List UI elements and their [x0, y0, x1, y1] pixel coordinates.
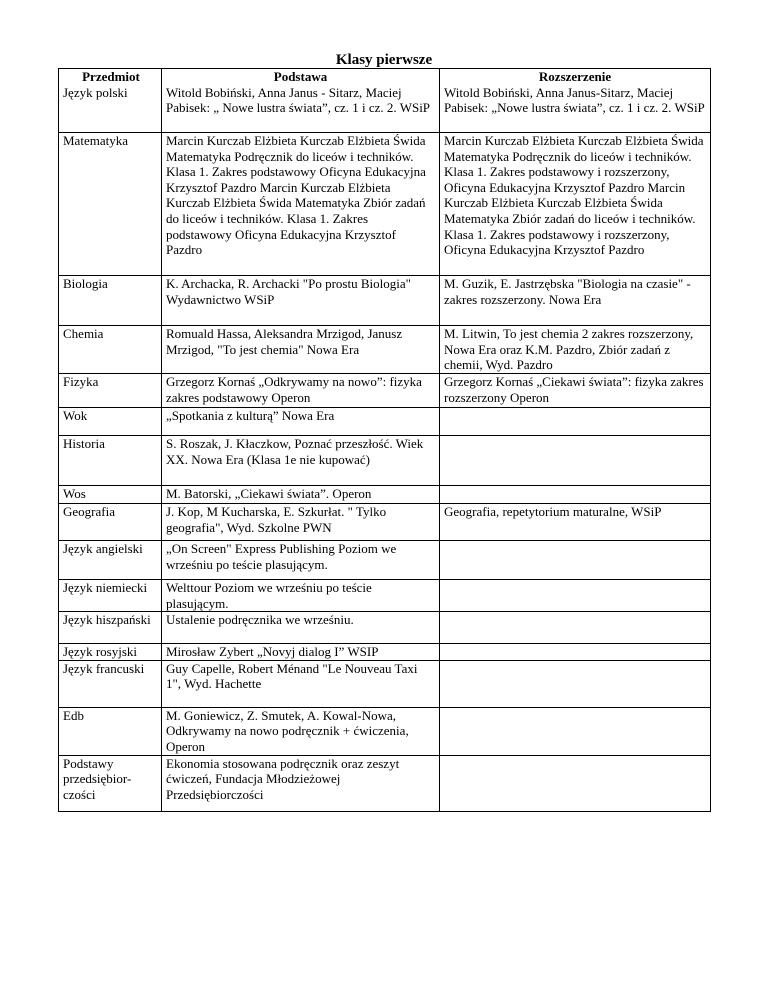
basic-cell: Ustalenie podręcznika we wrześniu. [162, 612, 440, 644]
subject-cell: Edb [59, 707, 162, 755]
subject-cell: Matematyka [59, 133, 162, 276]
extended-cell [440, 755, 711, 811]
page-title: Klasy pierwsze [335, 52, 433, 68]
textbook-table [58, 68, 711, 812]
subject-cell: Język francuski [59, 660, 162, 707]
extended-cell: Grzegorz Kornaś „Ciekawi świata”: fizyka zakres rozszerzony Operon [440, 374, 711, 408]
basic-cell: K. Archacka, R. Archacki "Po prostu Biologia" Wydawnictwo WSiP [162, 276, 440, 326]
subject-cell: Język rosyjski [59, 644, 162, 661]
subject-cell: Historia [59, 436, 162, 486]
subject-cell: Wos [59, 486, 162, 504]
table-row [59, 374, 711, 408]
table-row [59, 644, 711, 661]
basic-cell: Romuald Hassa, Aleksandra Mrzigod, Janusz Mrzigod, "To jest chemia" Nowa Era [162, 326, 440, 374]
column-header-extended: Rozszerzenie [538, 69, 612, 84]
basic-cell: M. Goniewicz, Z. Smutek, A. Kowal-Nowa, Odkrywamy na nowo podręcznik + ćwiczenia, Operon [162, 707, 440, 755]
extended-cell: Marcin Kurczab Elżbieta Kurczab Elżbieta Świda Matematyka Podręcznik do liceów i techników. Klasa 1. Zakres podstawowy i rozszerzony, Oficyna Edukacyjna Krzysztof Pazdro Marcin Kurczab Elżbieta Kurczab Elżbieta Świda Matematyka Zbiór zadań do liceów i techników. Klasa 1. Zakres podstawowy i rozszerzony, Oficyna Edukacyjna Krzysztof Pazdro [440, 133, 711, 276]
extended-cell [440, 486, 711, 504]
extended-cell [440, 612, 711, 644]
basic-cell: „On Screen" Express Publishing Poziom we wrześniu po teście plasującym. [162, 541, 440, 580]
subject-cell: Podstawy przedsiębior-czości [59, 755, 162, 811]
extended-cell: M. Guzik, E. Jastrzębska "Biologia na czasie" - zakres rozszerzony. Nowa Era [440, 276, 711, 326]
basic-cell: Grzegorz Kornaś „Odkrywamy na nowo”: fizyka zakres podstawowy Operon [162, 374, 440, 408]
basic-cell: Witold Bobiński, Anna Janus - Sitarz, Maciej Pabisek: „ Nowe lustra świata”, cz. 1 i cz. 2. WSiP [166, 84, 431, 116]
table-row [59, 486, 711, 504]
subject-cell: Fizyka [59, 374, 162, 408]
basic-cell: Marcin Kurczab Elżbieta Kurczab Elżbieta Świda Matematyka Podręcznik do liceów i techników. Klasa 1. Zakres podstawowy Oficyna Edukacyjna Krzysztof Pazdro Marcin Kurczab Elżbieta Kurczab Elżbieta Świda Matematyka Zbiór zadań do liceów i techników. Klasa 1. Zakres podstawowy Oficyna Edukacyjna Krzysztof Pazdro [162, 133, 440, 276]
extended-cell [440, 660, 711, 707]
subject-cell: Wok [59, 408, 162, 436]
subject-cell: Język angielski [59, 541, 162, 580]
table-row [59, 133, 711, 276]
subject-cell: Geografia [59, 504, 162, 541]
table-cell [162, 69, 440, 133]
subject-cell: Język polski [63, 84, 128, 100]
subject-cell: Język hiszpański [59, 612, 162, 644]
extended-cell [440, 436, 711, 486]
basic-cell: J. Kop, M Kucharska, E. Szkurłat. " Tylko geografia", Wyd. Szkolne PWN [162, 504, 440, 541]
table-row [59, 504, 711, 541]
table-row [59, 541, 711, 580]
extended-cell [440, 541, 711, 580]
table-row [59, 326, 711, 374]
basic-cell: Mirosław Zybert „Novyj dialog I” WSIP [162, 644, 440, 661]
table-row [59, 755, 711, 811]
basic-cell: S. Roszak, J. Kłaczkow, Poznać przeszłość. Wiek XX. Nowa Era (Klasa 1e nie kupować) [162, 436, 440, 486]
table-row [59, 408, 711, 436]
table-row [59, 660, 711, 707]
extended-cell [440, 408, 711, 436]
table-row [59, 707, 711, 755]
extended-cell: Geografia, repetytorium maturalne, WSiP [440, 504, 711, 541]
basic-cell: Welttour Poziom we wrześniu po teście plasującym. [162, 580, 440, 612]
extended-cell [440, 707, 711, 755]
subject-cell: Język niemiecki [59, 580, 162, 612]
subject-cell: Chemia [59, 326, 162, 374]
basic-cell: „Spotkania z kulturą” Nowa Era [162, 408, 440, 436]
column-header-subject: Przedmiot [82, 69, 140, 84]
table-row [59, 580, 711, 612]
basic-cell: Ekonomia stosowana podręcznik oraz zeszyt ćwiczeń, Fundacja Młodzieżowej Przedsiębiorczości [162, 755, 440, 811]
extended-cell: Witold Bobiński, Anna Janus-Sitarz, Maciej Pabisek: „Nowe lustra świata”, cz. 1 i cz. 2. WSiP [444, 84, 705, 116]
column-header-basic: Podstawa [273, 69, 328, 84]
table-row [59, 436, 711, 486]
basic-cell: Guy Capelle, Robert Ménand "Le Nouveau Taxi 1", Wyd. Hachette [162, 660, 440, 707]
extended-cell [440, 580, 711, 612]
table-row [59, 69, 711, 133]
table-row [59, 276, 711, 326]
table-cell [440, 69, 711, 133]
extended-cell [440, 644, 711, 661]
table-row [59, 612, 711, 644]
table-cell [59, 69, 162, 133]
basic-cell: M. Batorski, „Ciekawi świata”. Operon [162, 486, 440, 504]
extended-cell: M. Litwin, To jest chemia 2 zakres rozszerzony, Nowa Era oraz K.M. Pazdro, Zbiór zadań z chemii, Wyd. Pazdro [440, 326, 711, 374]
subject-cell: Biologia [59, 276, 162, 326]
